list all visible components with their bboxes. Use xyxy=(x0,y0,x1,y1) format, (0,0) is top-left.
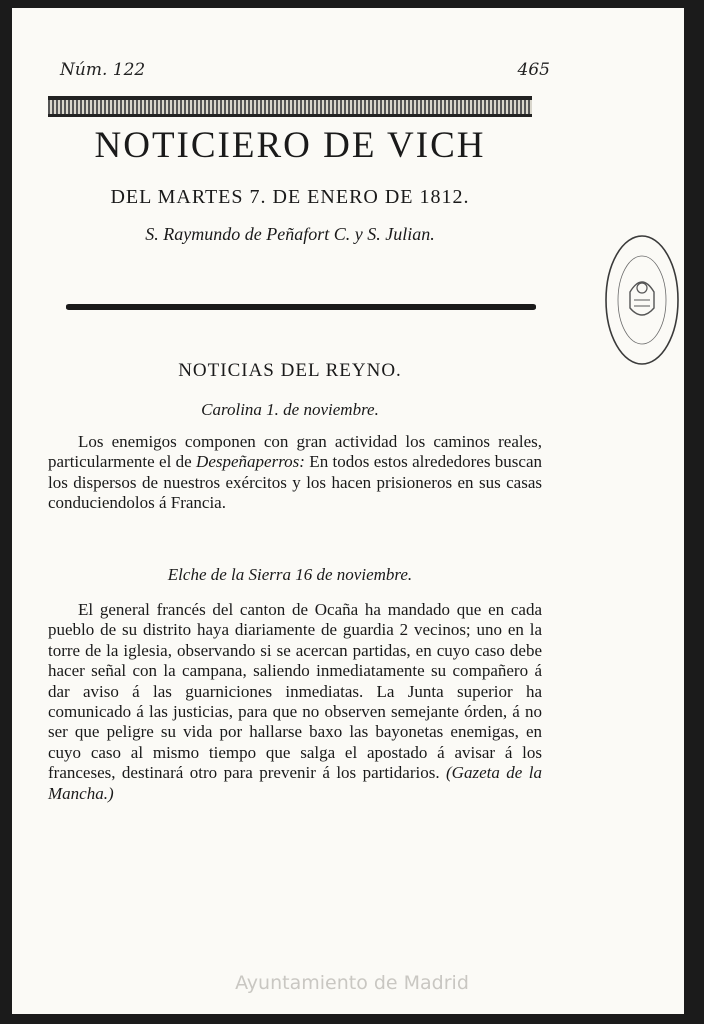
ornamental-rule xyxy=(48,96,532,117)
newspaper-title: NOTICIERO DE VICH xyxy=(94,125,486,166)
saints-of-day: S. Raymundo de Peñafort C. y S. Julian. xyxy=(145,224,435,244)
divider-rule xyxy=(66,304,536,310)
article-place-1: Carolina 1. de noviembre. xyxy=(201,400,379,419)
dateline: DEL MARTES 7. DE ENERO DE 1812. xyxy=(110,186,470,208)
page-header xyxy=(60,60,550,80)
watermark-footer: Ayuntamiento de Madrid xyxy=(235,972,469,994)
issue-number: Núm. 122 xyxy=(60,60,146,80)
library-stamp xyxy=(602,230,684,370)
article-body-2: El general francés del canton de Ocaña ha mandado que en cada pueblo de su distrito haya diariamente de guardia 2 vecinos; uno en la torre de la iglesia, observando si se acercan partidas, en cuyo caso debe hacer señal con la campana, saliendo inmediatamente su compañero á dar aviso á las guarniciones inmediatas. La Junta superior ha comunicado á las justicias, para que no observen semejante órden, á no ser que peligre su vida por hallarse baxo las bayonetas enemigas, en cuyo caso al mismo tiempo que salga el apostado á avisar á los franceses, destinará otro para prevenir á los partidarios. (Gazeta de la Mancha.) xyxy=(48,600,542,803)
stamp-seal-icon xyxy=(602,230,684,370)
article-place-2: Elche de la Sierra 16 de noviembre. xyxy=(167,565,413,584)
page-number: 465 xyxy=(517,60,550,80)
section-title: NOTICIAS DEL REYNO. xyxy=(178,360,402,381)
article-body-1: Los enemigos componen con gran actividad los caminos reales, particularmente el de Despeñaperros: En todos estos alrededores buscan los dispersos de nuestros exércitos y los hacen prisioneros en sus casas conduciendolos á Francia. xyxy=(48,432,542,513)
